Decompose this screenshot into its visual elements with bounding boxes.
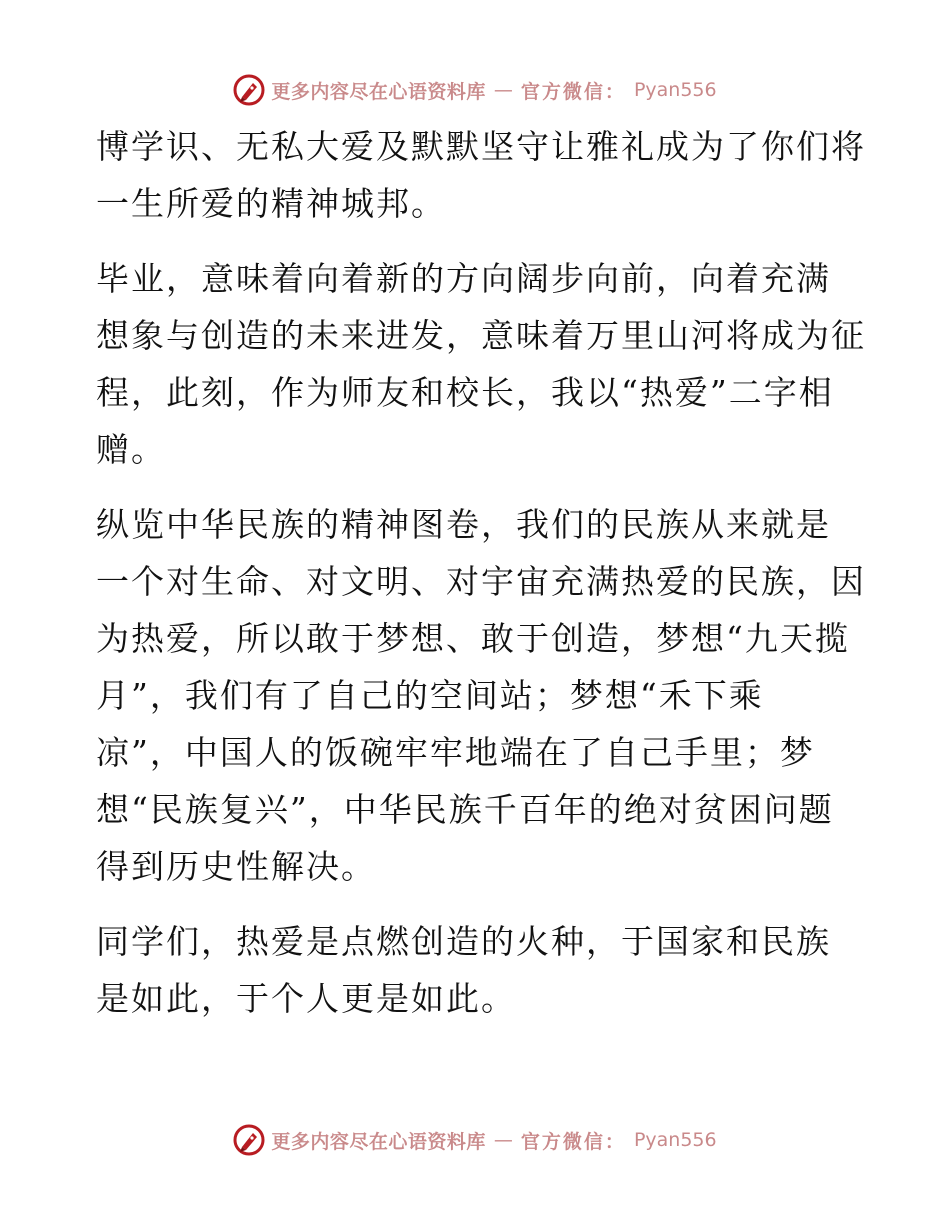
text-line: 凉”，中国人的饭碗牢牢地端在了自己手里；梦 [96, 733, 815, 772]
header-brand-text: 更多内容尽在心语资料库 [271, 80, 486, 103]
header-separator: — [493, 79, 513, 101]
page-footer [0, 1120, 950, 1160]
text-line: 同学们，热爱是点燃创造的火种，于国家和民族 [96, 922, 831, 961]
text-line: 纵览中华民族的精神图卷，我们的民族从来就是 [96, 505, 831, 544]
paragraph-1 [96, 118, 866, 232]
text-line: 程，此刻，作为师友和校长，我以“热爱”二字相 [96, 373, 834, 412]
text-line: 月”，我们有了自己的空间站；梦想“禾下乘 [96, 676, 764, 715]
header-wechat-label: 官方微信： [520, 80, 626, 103]
text-line: 想象与创造的未来进发，意味着万里山河将成为征 [96, 316, 866, 355]
header-watermark [233, 74, 716, 106]
text-line: 一生所爱的精神城邦。 [96, 184, 446, 223]
footer-brand-text: 更多内容尽在心语资料库 [271, 1130, 486, 1153]
text-line: 毕业，意味着向着新的方向阔步向前，向着充满 [96, 259, 831, 298]
footer-wechat-label: 官方微信： [520, 1130, 626, 1153]
text-line: 是如此，于个人更是如此。 [96, 979, 516, 1018]
paragraph-4 [96, 913, 856, 1027]
text-line: 得到历史性解决。 [96, 847, 376, 886]
pen-nib-logo-icon [233, 1124, 265, 1156]
footer-separator: — [493, 1129, 513, 1151]
paragraph-3 [96, 496, 866, 895]
footer-wechat-id: Pyan556 [633, 1129, 717, 1151]
footer-watermark [233, 1124, 716, 1156]
text-line: 赠。 [96, 430, 166, 469]
text-line: 为热爱，所以敢于梦想、敢于创造，梦想“九天揽 [96, 619, 850, 658]
text-line: 想“民族复兴”，中华民族千百年的绝对贫困问题 [96, 790, 834, 829]
pen-nib-logo-icon [233, 74, 265, 106]
text-line: 一个对生命、对文明、对宇宙充满热爱的民族，因 [96, 562, 866, 601]
header-wechat-id: Pyan556 [633, 79, 717, 101]
page-header [0, 70, 950, 110]
document-body [96, 118, 866, 1045]
text-line: 博学识、无私大爱及默默坚守让雅礼成为了你们将 [96, 127, 866, 166]
paragraph-2 [96, 250, 866, 478]
